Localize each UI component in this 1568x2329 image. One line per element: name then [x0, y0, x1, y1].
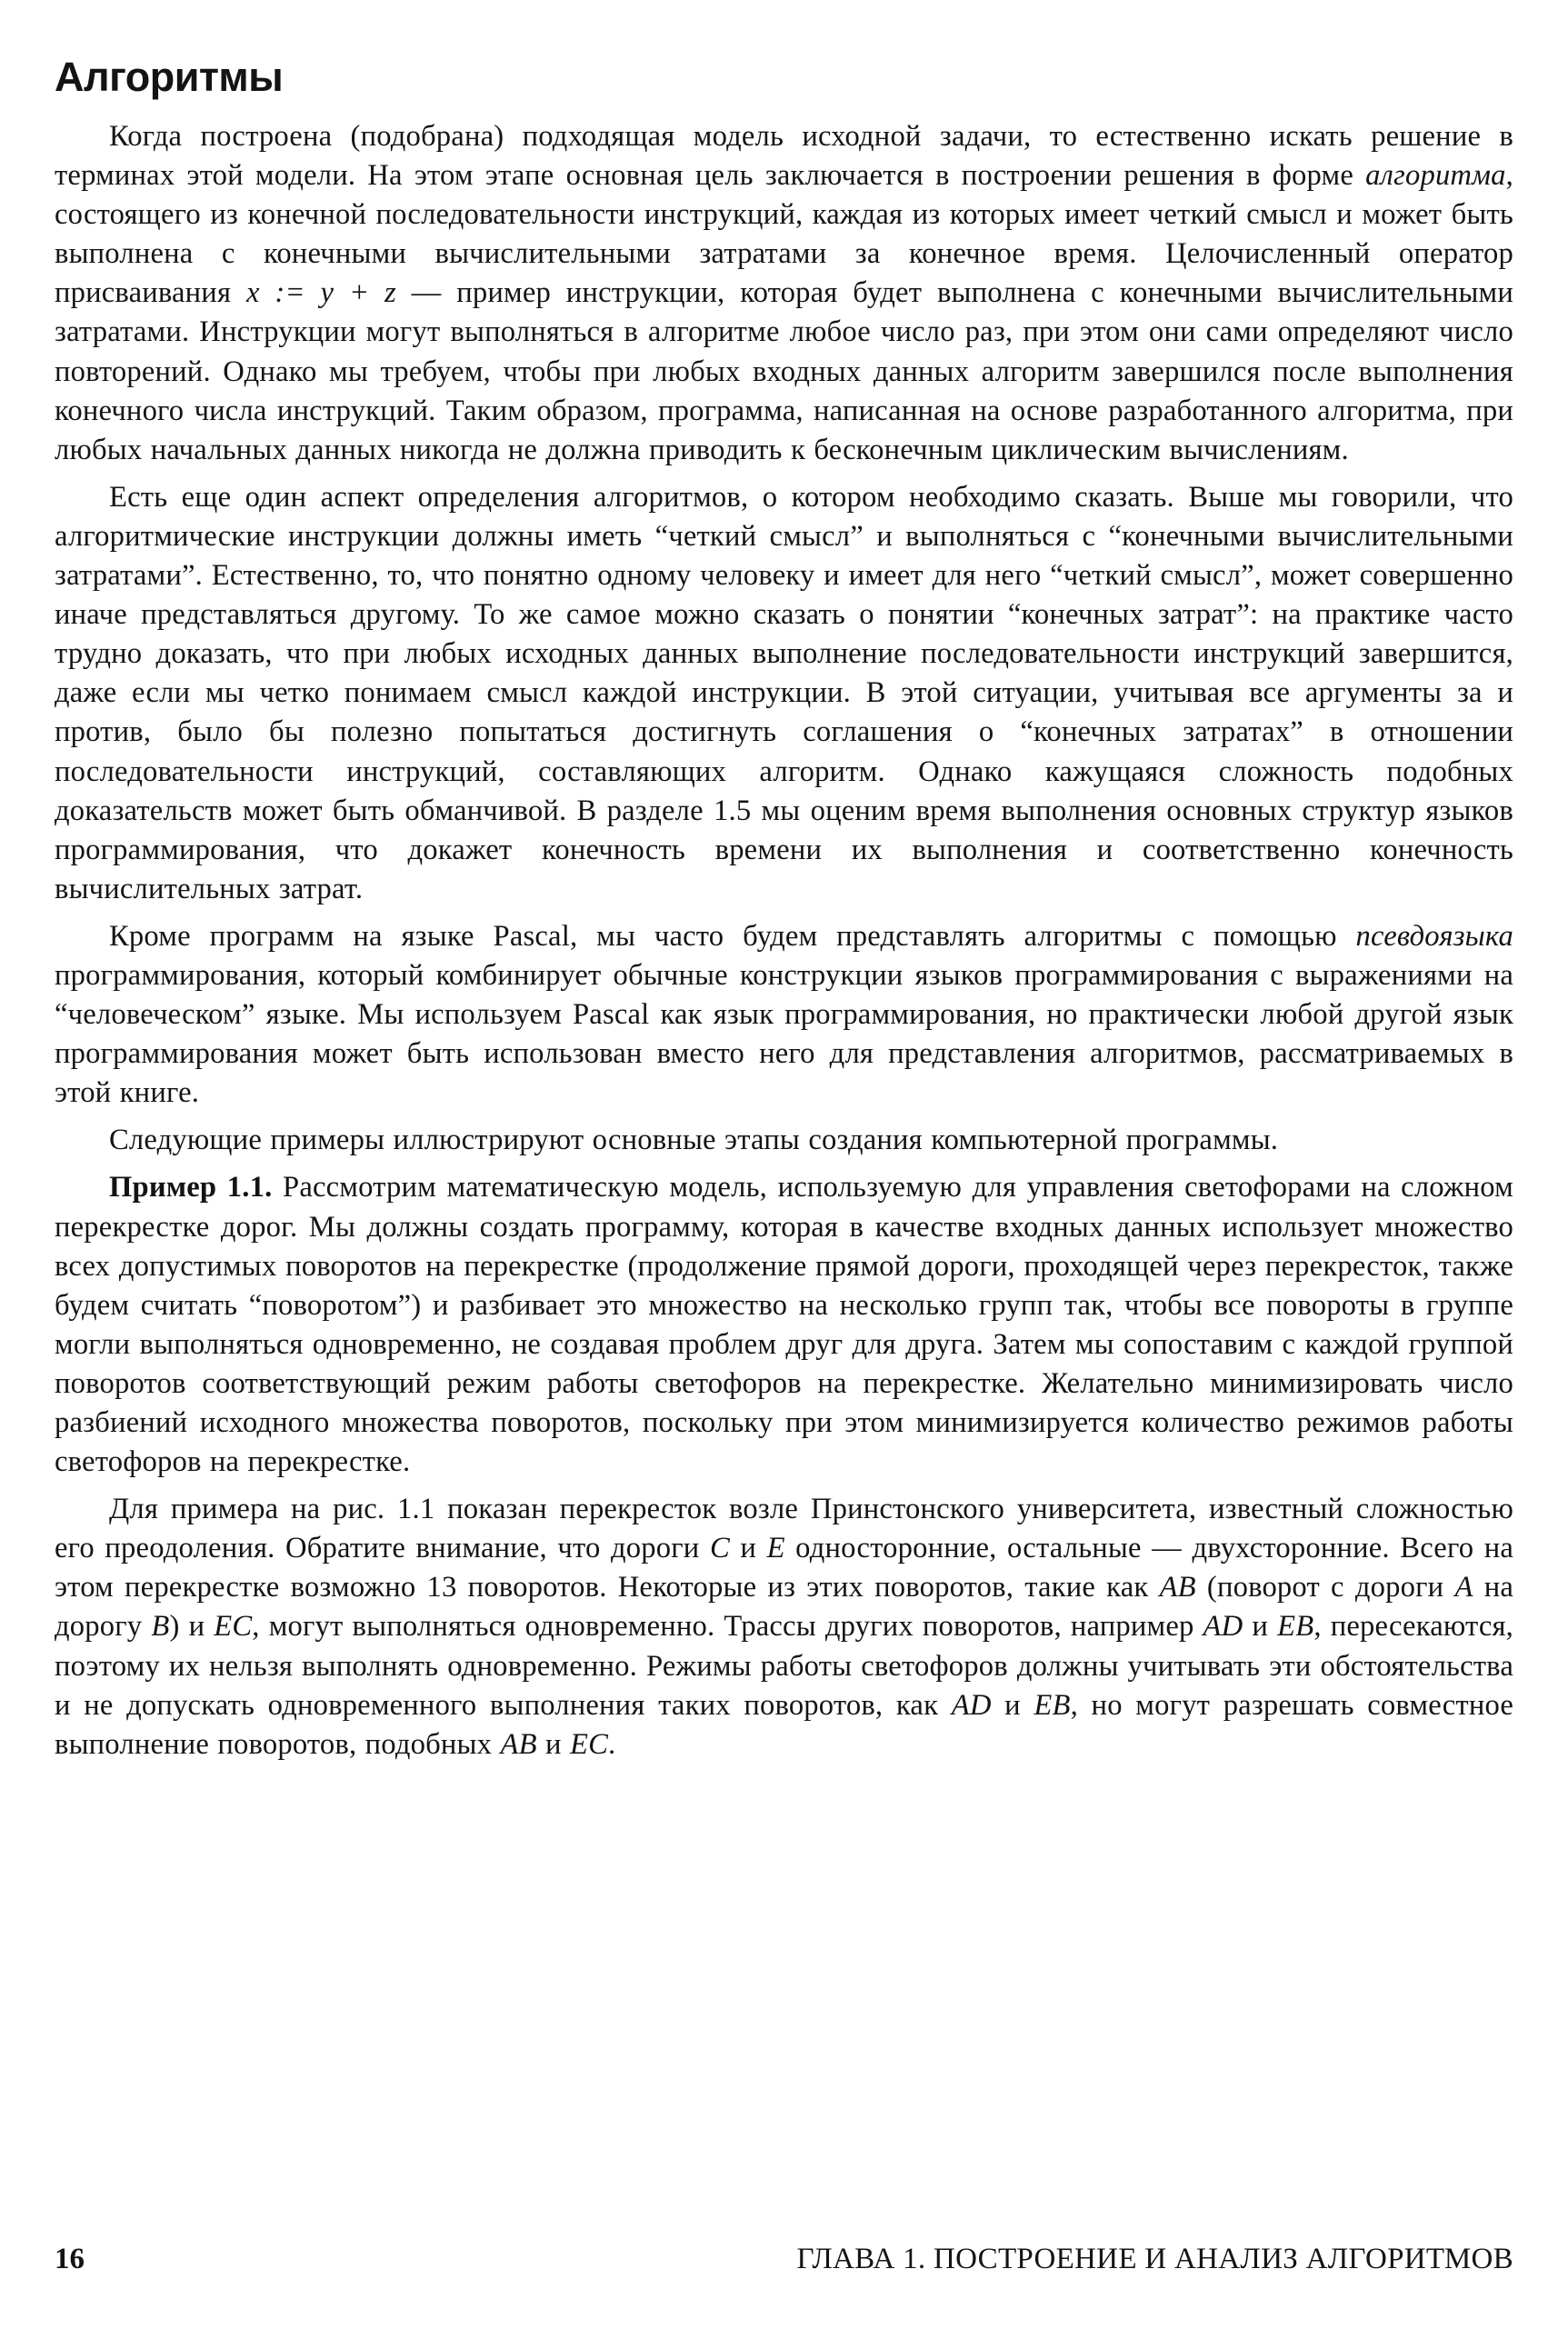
p6-text: на дорогу	[55, 1571, 1514, 1644]
p6-text: , но могут разрешать совместное выполнение поворотов, подобных	[55, 1688, 1513, 1761]
turn-var: EC	[214, 1610, 253, 1644]
page-body	[55, 50, 1513, 1773]
paragraph-3-text-a: Кроме программ на языке Pascal, мы часто будем представлять алгоритмы с помощью	[109, 919, 1356, 953]
paragraph-4: Следующие примеры иллюстрируют основные этапы создания компьютерной программы.	[109, 1124, 1279, 1157]
road-var: C	[709, 1532, 730, 1565]
p6-text: и	[729, 1532, 767, 1565]
page-number: 16	[55, 2243, 85, 2275]
p6-text: Для примера на рис. 1.1 показан перекресток возле Принстонского университета, известный сложностью его преодоления. Обратите внимание, что дороги	[55, 1493, 1513, 1565]
paragraph-5-example	[55, 1168, 1513, 1482]
example-text: Рассмотрим математическую модель, используемую для управления светофорами на сложном перекрестке дорог. Мы должны создать программу, которая в качестве входных данных использует множество всех допустимых поворотов на перекрестке (продолжение прямой дороги, проходящей через перекресток, также будем считать “поворотом”) и разбивает это множество на несколько групп так, чтобы все повороты в группе могли выполняться одновременно, не создавая проблем друг для друга. Затем мы сопоставим с каждой группой поворотов соответствующий режим работы светофоров на перекрестке. Желательно минимизировать число разбиений исходного множества поворотов, поскольку при этом минимизируется количество режимов работы светофоров на перекрестке.	[55, 1171, 1513, 1479]
paragraph-1-text-c: — пример инструкции, которая будет выполнена с конечными вычислительными затратами. Инструкции могут выполняться в алгоритме любое число раз, при этом они сами определяют число повторений. Однако мы требуем, чтобы при любых входных данных алгоритм завершился после выполнения конечного числа инструкций. Таким образом, программа, написанная на основе разработанного алгоритма, при любых начальных данных никогда не должна приводить к бесконечным циклическим вычислениям.	[55, 276, 1513, 466]
running-head: ГЛАВА 1. ПОСТРОЕНИЕ И АНАЛИЗ АЛГОРИТМОВ	[796, 2243, 1513, 2275]
paragraph-3	[55, 917, 1513, 1113]
road-var: A	[1454, 1571, 1473, 1604]
paragraph-1	[55, 117, 1513, 470]
p6-text: и	[1243, 1610, 1278, 1644]
example-label: Пример 1.1.	[109, 1171, 273, 1204]
turn-var: EB	[1034, 1688, 1071, 1722]
turn-var: EB	[1277, 1610, 1314, 1644]
formula-assignment: x := y + z	[245, 276, 396, 310]
paragraph-2: Есть еще один аспект определения алгоритмов, о котором необходимо сказать. Выше мы говорили, что алгоритмические инструкции должны иметь “четкий смысл” и выполняться с “конечными вычислительными затратами”. Естественно, то, что понятно одному человеку и имеет для него “четкий смысл”, может совершенно иначе представляться другому. То же самое можно сказать о понятии “конечных затрат”: на практике часто трудно доказать, что при любых исходных данных выполнение последовательности инструкций завершится, даже если мы четко понимаем смысл каждой инструкции. В этой ситуации, учитывая все аргументы за и против, было бы полезно попытаться достигнуть соглашения о “конечных затратах” в отношении последовательности инструкций, составляющих алгоритм. Однако кажущаяся сложность подобных доказательств может быть обманчивой. В разделе 1.5 мы оценим время выполнения основных структур языков программирования, что докажет конечность времени их выполнения и соответственно конечность вычислительных затрат.	[55, 480, 1513, 905]
paragraph-3-text-b: программирования, который комбинирует обычные конструкции языков программирования с выражениями на “человеческом” языке. Мы используем Pascal как язык программирования, но практически любой другой язык программирования может быть использован вместо него для представления алгоритмов, рассматриваемых в этой книге.	[55, 958, 1513, 1110]
page-footer	[55, 2236, 1513, 2282]
paragraph-1-text-b: , состоящего из конечной последовательности инструкций, каждая из которых имеет четкий смысл и может быть выполнена с конечными вычислительными затратами за конечное время. Целочисленный оператор присваивания	[55, 159, 1513, 310]
p6-text: и	[991, 1688, 1034, 1722]
turn-var: AB	[1159, 1571, 1196, 1604]
p6-text: .	[608, 1727, 616, 1761]
turn-var: AD	[1203, 1610, 1243, 1644]
p6-text: ) и	[169, 1610, 215, 1644]
term-algorithm: алгоритма	[1365, 159, 1506, 193]
term-pseudolanguage: псевдоязыка	[1355, 919, 1513, 953]
section-title: Алгоритмы	[55, 54, 284, 100]
p6-text: , пересекаются, поэтому их нельзя выполнять одновременно. Режимы работы светофоров должны учитывать эти обстоятельства и не допускать одновременного выполнения таких поворотов, как	[55, 1610, 1514, 1722]
turn-var: AB	[500, 1727, 537, 1761]
p6-text: , могут выполняться одновременно. Трассы других поворотов, например	[252, 1610, 1203, 1644]
p6-text: односторонние, остальные — двухсторонние. Всего на этом перекрестке возможно 13 поворотов. Некоторые из этих поворотов, такие как	[55, 1532, 1513, 1604]
turn-var: EC	[570, 1727, 609, 1761]
paragraph-6	[55, 1490, 1513, 1764]
road-var: E	[766, 1532, 785, 1565]
p6-text: (поворот с дороги	[1195, 1571, 1455, 1604]
road-var: B	[151, 1610, 170, 1644]
turn-var: AD	[951, 1688, 992, 1722]
p6-text: и	[536, 1727, 570, 1761]
paragraph-1-text-a: Когда построена (подобрана) подходящая модель исходной задачи, то естественно искать решение в терминах этой модели. На этом этапе основная цель заключается в построении решения в форме	[55, 120, 1513, 193]
